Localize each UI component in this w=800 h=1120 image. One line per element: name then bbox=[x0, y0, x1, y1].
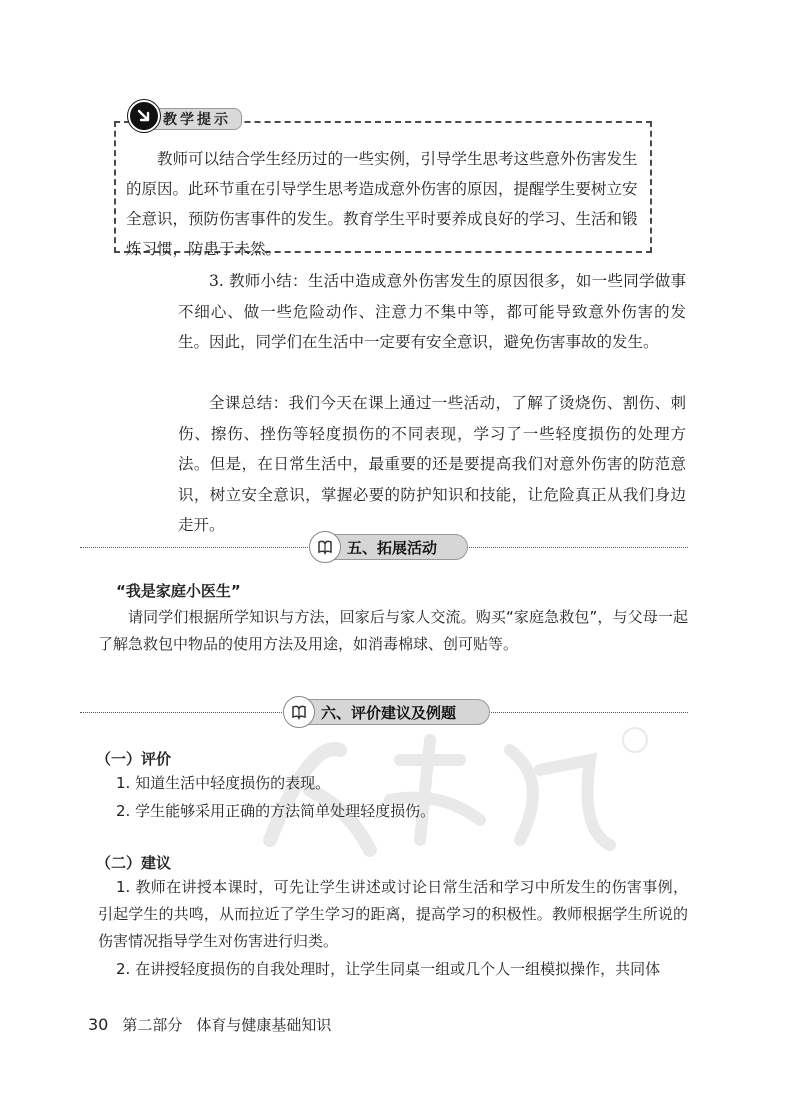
book-icon bbox=[283, 696, 315, 728]
advice-item-1: 1. 教师在讲授本课时，可先让学生讲述或讨论日常生活和学习中所发生的伤害事例，引起学生的共鸣，从而拉近了学生学习的距离，提高学习的积极性。教师根据学生所说的伤害情况指导学生对伤害进行归类。 bbox=[98, 878, 688, 950]
advice-title: （二）建议 bbox=[96, 854, 172, 872]
evaluation-item-1: 1. 知道生活中轻度损伤的表现。 bbox=[116, 774, 331, 792]
section-6-header bbox=[286, 699, 490, 725]
course-summary: 全课总结：我们今天在课上通过一些活动，了解了烫烧伤、割伤、刺伤、擦伤、挫伤等轻度损伤的不同表现，学习了一些轻度损伤的处理方法。但是，在日常生活中，最重要的还是要提高我们对意外伤害的防范意识，树立安全意识，掌握必要的防护知识和技能，让危险真正从我们身边走开。 bbox=[178, 394, 686, 534]
arrow-down-right-icon bbox=[128, 100, 160, 132]
page-footer bbox=[88, 1014, 331, 1035]
teacher-summary: 3. 教师小结：生活中造成意外伤害发生的原因很多，如一些同学做事不细心、做一些危险动作、注意力不集中等，都可能导致意外伤害的发生。因此，同学们在生活中一定要有安全意识，避免伤害事故的发生。 bbox=[178, 272, 686, 351]
footer-part: 第二部分 bbox=[122, 1016, 183, 1034]
activity-text: 请同学们根据所学知识与方法，回家后与家人交流。购买“家庭急救包”，与父母一起了解急救包中物品的使用方法及用途，如消毒棉球、创可贴等。 bbox=[98, 608, 688, 653]
activity-title: “我是家庭小医生” bbox=[116, 582, 241, 600]
page-number: 30 bbox=[88, 1015, 109, 1034]
section-6-title: 六、评价建议及例题 bbox=[321, 703, 457, 722]
footer-chapter: 体育与健康基础知识 bbox=[196, 1016, 332, 1034]
book-icon bbox=[309, 531, 341, 563]
advice-item-2: 2. 在讲授轻度损伤的自我处理时，让学生同桌一组或几个人一组模拟操作，共同体 bbox=[116, 960, 661, 978]
evaluation-item-2: 2. 学生能够采用正确的方法简单处理轻度损伤。 bbox=[116, 802, 436, 820]
section-5-header bbox=[312, 534, 468, 560]
teaching-tip-tab: 教学提示 bbox=[138, 108, 242, 130]
teaching-tip-label bbox=[128, 100, 242, 134]
teaching-tip-text: 教师可以结合学生经历过的一些实例，引导学生思考这些意外伤害发生的原因。此环节重在引导学生思考造成意外伤害的原因，提醒学生要树立安全意识，预防伤害事件的发生。教育学生平时要养成良好的学习、生活和锻炼习惯，防患于未然。 bbox=[126, 150, 638, 258]
evaluation-title: （一）评价 bbox=[96, 750, 172, 768]
section-5-title: 五、拓展活动 bbox=[347, 538, 438, 557]
